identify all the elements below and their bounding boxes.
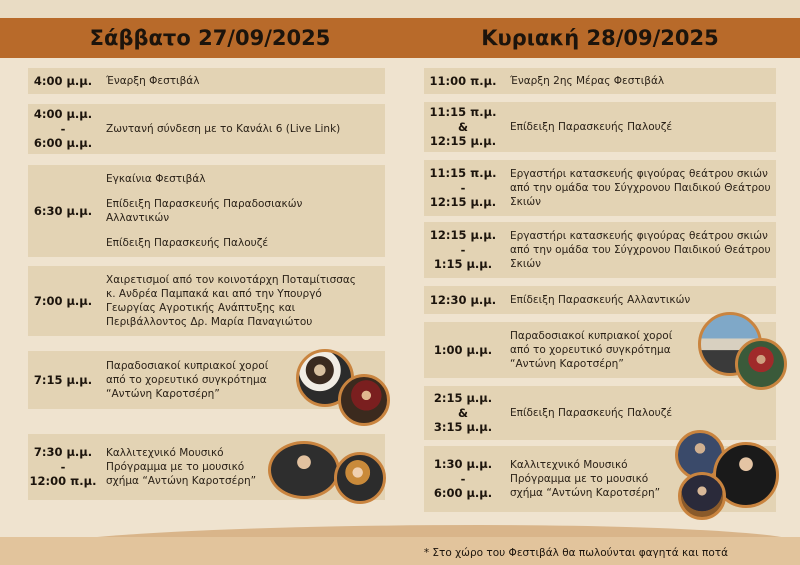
event-description xyxy=(510,167,775,210)
event-description xyxy=(106,122,356,136)
time-line: 4:00 μ.μ. xyxy=(33,73,93,88)
saturday-row-4 xyxy=(28,266,385,336)
time-slot xyxy=(424,166,502,211)
time-slot xyxy=(28,445,98,490)
event-description xyxy=(510,229,775,272)
event-description xyxy=(106,359,281,402)
time-line: 12:30 μ.μ. xyxy=(429,292,497,307)
sunday-row-2 xyxy=(424,102,776,152)
saturday-title: Σάββατο 27/09/2025 xyxy=(89,26,331,50)
time-line: 12:15 μ.μ. xyxy=(429,227,497,242)
footnote: * Στο χώρο του Φεστιβάλ θα πωλούνται φαγητά και ποτά xyxy=(423,547,728,559)
sunday-title: Κυριακή 28/09/2025 xyxy=(481,26,719,50)
paper-top xyxy=(0,0,800,18)
sunday-row-7 xyxy=(424,386,776,440)
time-slot xyxy=(424,228,502,273)
time-slot xyxy=(424,391,502,436)
event-description xyxy=(510,74,760,88)
event-description xyxy=(510,293,760,307)
time-line: 7:00 μ.μ. xyxy=(33,293,93,308)
time-line: 12:00 π.μ. xyxy=(29,474,97,489)
event-item: Έναρξη Φεστιβάλ xyxy=(106,74,200,87)
event-item: Παραδοσιακοί κυπριακοί χοροί από το χορευτικό συγκρότημα “Αντώνη Καροτσέρη” xyxy=(510,329,673,371)
event-item: Χαιρετισμοί από τον κοινοτάρχη Ποταμίτισσας κ. Ανδρέα Παμπακά και από την Υπουργό Γεωργίας Αγροτικής Ανάπτυξης και Περιβάλλοντος Δρ. Μαρία Παναγιώτου xyxy=(106,273,356,329)
dance-troupe-photo-2 xyxy=(735,338,787,390)
event-description xyxy=(510,406,760,420)
time-line: 7:15 μ.μ. xyxy=(33,372,93,387)
time-line: 6:00 μ.μ. xyxy=(33,136,93,151)
event-item: Επίδειξη Παρασκευής Παραδοσιακών Αλλαντικών xyxy=(106,197,303,224)
event-item: Καλλιτεχνικό Μουσικό Πρόγραμμα με το μουσικό σχήμα “Αντώνη Καροτσέρη” xyxy=(106,446,257,488)
time-line: 12:15 μ.μ. xyxy=(429,134,497,149)
dancers-photo-2 xyxy=(338,374,390,426)
time-line: 11:00 π.μ. xyxy=(429,73,497,88)
event-item: Εργαστήρι κατασκευής φιγούρας θεάτρου σκιών από την ομάδα του Σύγχρονου Παιδικού Θεάτρου Σκιών xyxy=(510,229,771,271)
singer-photo xyxy=(334,452,386,504)
time-line: 3:15 μ.μ. xyxy=(433,420,493,435)
event-item: Επίδειξη Παρασκευής Παλουζέ xyxy=(106,237,269,250)
time-slot xyxy=(424,343,502,358)
event-item: Ζωντανή σύνδεση με το Κανάλι 6 (Live Link) xyxy=(106,122,341,135)
time-line: 1:15 μ.μ. xyxy=(433,257,493,272)
time-line: 7:30 μ.μ. xyxy=(33,444,93,459)
time-line: - xyxy=(460,242,466,257)
event-description xyxy=(106,172,336,251)
time-line: - xyxy=(60,121,66,136)
time-line: 1:30 μ.μ. xyxy=(433,456,493,471)
event-item: Επίδειξη Παρασκευής Παλουζέ xyxy=(510,406,673,419)
saturday-row-3 xyxy=(28,165,385,257)
time-slot xyxy=(28,294,98,309)
saturday-row-1 xyxy=(28,68,385,94)
event-description xyxy=(106,446,271,489)
time-slot xyxy=(424,457,502,502)
sunday-row-3 xyxy=(424,160,776,216)
musicians-photo xyxy=(268,441,340,499)
violinist-photo xyxy=(678,472,726,520)
time-line: & xyxy=(457,119,469,134)
time-line: 2:15 μ.μ. xyxy=(433,390,493,405)
time-line: - xyxy=(460,180,466,195)
time-line: - xyxy=(460,471,466,486)
time-slot xyxy=(424,293,502,308)
time-line: 11:15 π.μ. xyxy=(429,104,497,119)
time-line: 6:30 μ.μ. xyxy=(33,203,93,218)
time-line: 4:00 μ.μ. xyxy=(33,106,93,121)
event-item: Επίδειξη Παρασκευής Αλλαντικών xyxy=(510,293,691,306)
event-description xyxy=(106,273,366,330)
sunday-row-4 xyxy=(424,222,776,278)
event-item: Παραδοσιακοί κυπριακοί χοροί από το χορευτικό συγκρότημα “Αντώνη Καροτσέρη” xyxy=(106,359,269,401)
sunday-row-5 xyxy=(424,286,776,314)
time-slot xyxy=(28,107,98,152)
event-item: Εγκαίνια Φεστιβάλ xyxy=(106,172,206,185)
time-slot xyxy=(28,74,98,89)
time-slot xyxy=(424,74,502,89)
time-slot xyxy=(28,373,98,388)
event-item: Έναρξη 2ης Μέρας Φεστιβάλ xyxy=(510,74,665,87)
time-slot xyxy=(28,204,98,219)
time-slot xyxy=(424,105,502,150)
event-item: Εργαστήρι κατασκευής φιγούρας θεάτρου σκιών από την ομάδα του Σύγχρονου Παιδικού Θεάτρου Σκιών xyxy=(510,167,771,209)
sunday-row-1 xyxy=(424,68,776,94)
event-description xyxy=(106,74,356,88)
event-description xyxy=(510,120,760,134)
saturday-row-2 xyxy=(28,104,385,154)
time-line: 6:00 μ.μ. xyxy=(433,486,493,501)
event-item: Καλλιτεχνικό Μουσικό Πρόγραμμα με το μουσικό σχήμα “Αντώνη Καροτσέρη” xyxy=(510,458,661,500)
time-line: 1:00 μ.μ. xyxy=(433,342,493,357)
event-item: Επίδειξη Παρασκευής Παλουζέ xyxy=(510,120,673,133)
time-line: 11:15 π.μ. xyxy=(429,165,497,180)
time-line: - xyxy=(60,459,66,474)
time-line: 12:15 μ.μ. xyxy=(429,195,497,210)
event-description xyxy=(510,329,685,372)
event-description xyxy=(510,458,670,501)
time-line: & xyxy=(457,405,469,420)
